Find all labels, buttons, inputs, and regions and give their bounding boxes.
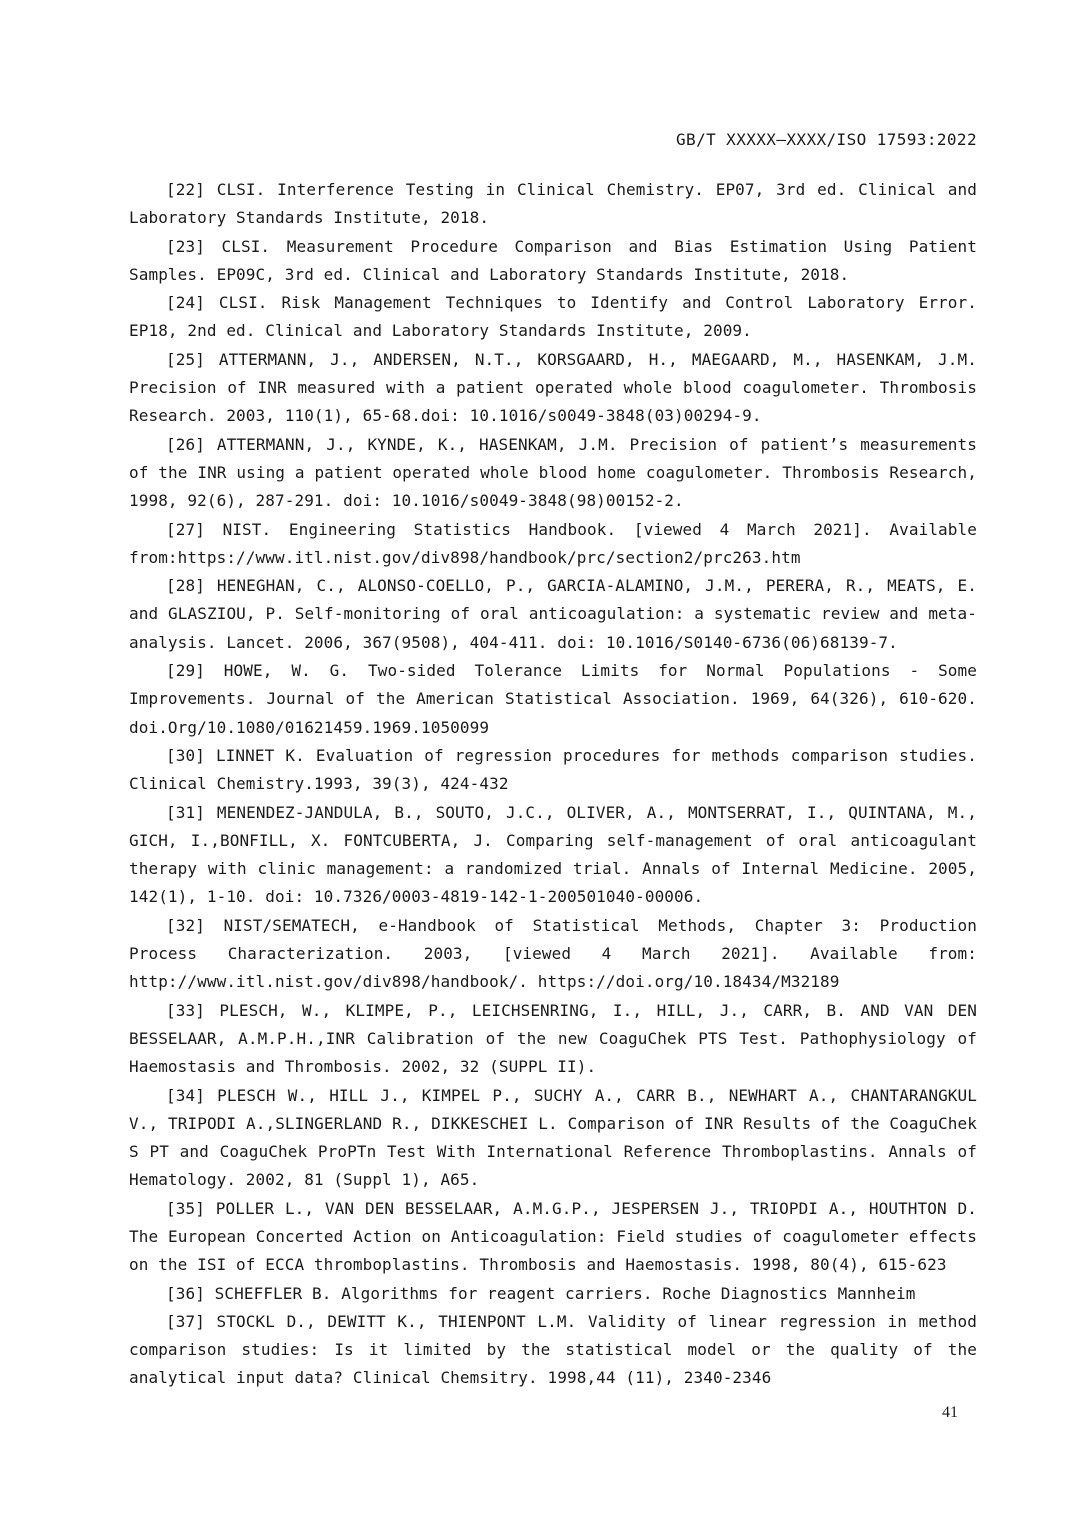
reference-34: [34] PLESCH W., HILL J., KIMPEL P., SUCHY A., CARR B., NEWHART A., CHANTARANGKUL V., TRIPODI A.,SLINGERLAND R., DIKKESCHEI L. Comparison of INR Results of the CoaguChek S PT and CoaguChek ProPTn Test With International Reference Thromboplastins. Annals of Hematology. 2002, 81 (Suppl 1), A65. (129, 1085, 977, 1190)
reference-24: [24] CLSI. Risk Management Techniques to Identify and Control Laboratory Error. EP18, 2nd ed. Clinical and Laboratory Standards Institute, 2009. (129, 293, 977, 341)
bibliography-list (129, 176, 977, 1393)
reference-23: [23] CLSI. Measurement Procedure Comparison and Bias Estimation Using Patient Samples. EP09C, 3rd ed. Clinical and Laboratory Standards Institute, 2018. (129, 236, 977, 284)
reference-29: [29] HOWE, W. G. Two-sided Tolerance Limits for Normal Populations - Some Improvements. Journal of the American Statistical Association. 1969, 64(326), 610-620. doi.Org/10.1080/01621459.1969.1050099 (129, 661, 977, 737)
reference-28: [28] HENEGHAN, C., ALONSO-COELLO, P., GARCIA-ALAMINO, J.M., PERERA, R., MEATS, E. and GLASZIOU, P. Self-monitoring of oral anticoagulation: a systematic review and meta-analysis. Lancet. 2006, 367(9508), 404-411. doi: 10.1016/S0140-6736(06)68139-7. (129, 576, 977, 652)
page-number: 41 (942, 1404, 958, 1421)
reference-37: [37] STOCKL D., DEWITT K., THIENPONT L.M. Validity of linear regression in method comparison studies: Is it limited by the statistical model or the quality of the analytical input data? Clinical Chemsitry. 1998,44 (11), 2340-2346 (129, 1311, 977, 1388)
reference-26: [26] ATTERMANN, J., KYNDE, K., HASENKAM, J.M. Precision of patient’s measurements of the INR using a patient operated whole blood home coagulometer. Thrombosis Research, 1998, 92(6), 287-291. doi: 10.1016/s0049-3848(98)00152-2. (129, 434, 977, 511)
page-header-standard-code: GB/T XXXXX—XXXX/ISO 17593:2022 (676, 130, 977, 149)
reference-31: [31] MENENDEZ-JANDULA, B., SOUTO, J.C., OLIVER, A., MONTSERRAT, I., QUINTANA, M., GICH, I.,BONFILL, X. FONTCUBERTA, J. Comparing self-management of oral anticoagulant therapy with clinic management: a randomized trial. Annals of Internal Medicine. 2005, 142(1), 1-10. doi: 10.7326/0003-4819-142-1-200501040-00006. (129, 802, 977, 907)
reference-32: [32] NIST/SEMATECH, e-Handbook of Statistical Methods, Chapter 3: Production Process Characterization. 2003, [viewed 4 March 2021]. Available from: http://www.itl.nist.gov/div898/handbook/. https://doi.org/10.18434/M32189 (129, 915, 977, 992)
reference-30: [30] LINNET K. Evaluation of regression procedures for methods comparison studies. Clinical Chemistry.1993, 39(3), 424-432 (129, 745, 977, 794)
reference-27: [27] NIST. Engineering Statistics Handbook. [viewed 4 March 2021]. Available from:https://www.itl.nist.gov/div898/handbook/prc/section2/prc263.htm (129, 519, 977, 567)
reference-35: [35] POLLER L., VAN DEN BESSELAAR, A.M.G.P., JESPERSEN J., TRIOPDI A., HOUTHTON D. The European Concerted Action on Anticoagulation: Field studies of coagulometer effects on the ISI of ECCA thromboplastins. Thrombosis and Haemostasis. 1998, 80(4), 615-623 (129, 1198, 977, 1275)
reference-22: [22] CLSI. Interference Testing in Clinical Chemistry. EP07, 3rd ed. Clinical and Laboratory Standards Institute, 2018. (129, 180, 977, 228)
reference-25: [25] ATTERMANN, J., ANDERSEN, N.T., KORSGAARD, H., MAEGAARD, M., HASENKAM, J.M. Precision of INR measured with a patient operated whole blood coagulometer. Thrombosis Research. 2003, 110(1), 65-68.doi: 10.1016/s0049-3848(03)00294-9. (129, 349, 977, 426)
reference-36: [36] SCHEFFLER B. Algorithms for reagent carriers. Roche Diagnostics Mannheim (166, 1283, 916, 1303)
reference-33: [33] PLESCH, W., KLIMPE, P., LEICHSENRING, I., HILL, J., CARR, B. AND VAN DEN BESSELAAR, A.M.P.H.,INR Calibration of the new CoaguChek PTS Test. Pathophysiology of Haemostasis and Thrombosis. 2002, 32 (SUPPL II). (129, 1000, 977, 1077)
